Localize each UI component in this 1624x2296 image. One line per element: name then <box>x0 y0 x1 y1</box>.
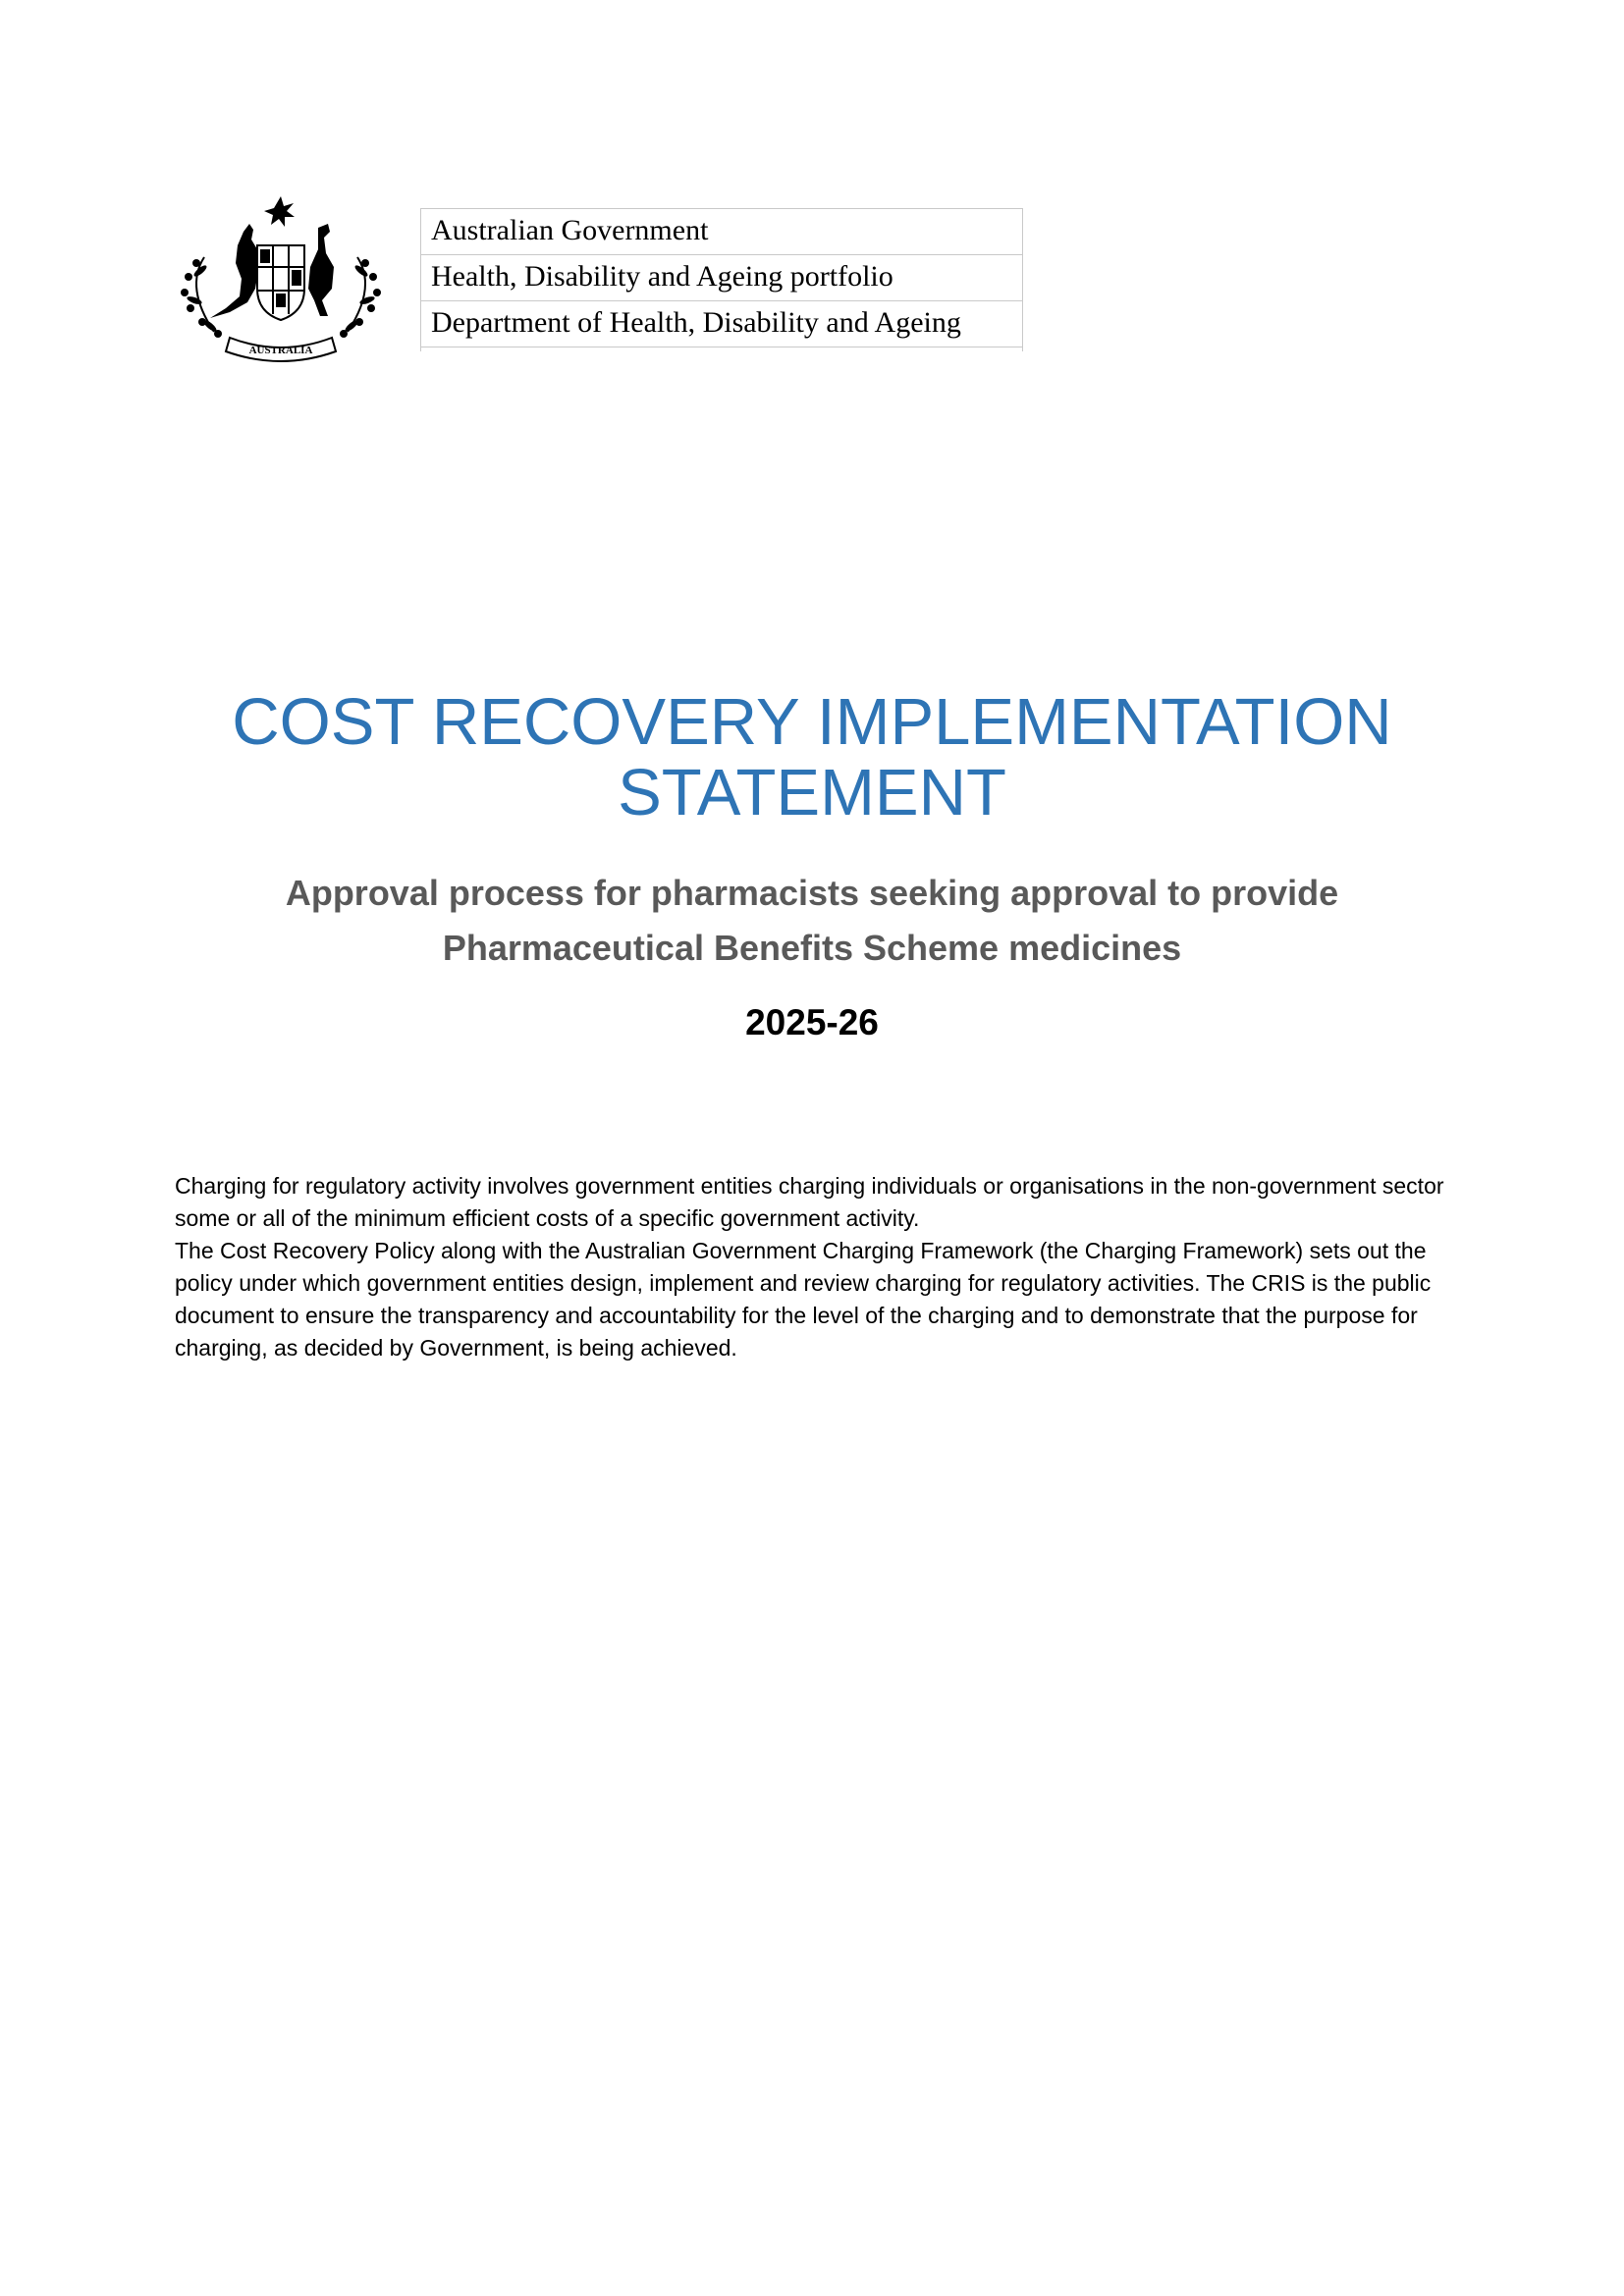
intro-paragraph-2: The Cost Recovery Policy along with the Australian Government Charging Framework (the Charging Framework) sets out the policy under which government entities design, implement and review charging for regulatory activities. The CRIS is the public document to ensure the transparency and accountability for the level of the charging and to demonstrate that the purpose for charging, as decided by Government, is being achieved. <box>175 1238 1432 1361</box>
document-subtitle-line1: Approval process for pharmacists seeking approval to provide <box>285 873 1339 913</box>
gov-line-department: Department of Health, Disability and Ageing <box>421 301 1023 347</box>
document-title <box>0 687 1624 828</box>
gov-line-australian-government: Australian Government <box>421 209 1023 255</box>
motto-scroll <box>226 338 336 361</box>
document-title-line1: COST RECOVERY IMPLEMENTATION <box>232 685 1392 759</box>
gov-line-portfolio: Health, Disability and Ageing portfolio <box>421 255 1023 301</box>
document-title-line2: STATEMENT <box>618 756 1006 829</box>
emu-figure <box>308 224 334 316</box>
coat-of-arms-icon <box>175 194 387 371</box>
document-year: 2025-26 <box>745 1002 879 1042</box>
document-subtitle-line2: Pharmaceutical Benefits Scheme medicines <box>442 928 1182 968</box>
intro-text <box>175 1170 1451 1364</box>
shield <box>257 245 304 320</box>
document-subtitle <box>196 866 1428 976</box>
kangaroo-figure <box>210 224 259 318</box>
motto-text: AUSTRALIA <box>248 345 313 356</box>
wattle-left <box>181 257 222 338</box>
intro-paragraph-1: Charging for regulatory activity involves government entities charging individuals or organisations in the non-government sector some or all of the minimum efficient costs of a specific government activity. <box>175 1173 1444 1231</box>
government-identity-table <box>420 208 1023 351</box>
coat-of-arms-logo <box>175 194 387 371</box>
wattle-right <box>340 257 381 338</box>
commonwealth-star <box>264 196 295 227</box>
gov-line-empty <box>421 347 1023 352</box>
